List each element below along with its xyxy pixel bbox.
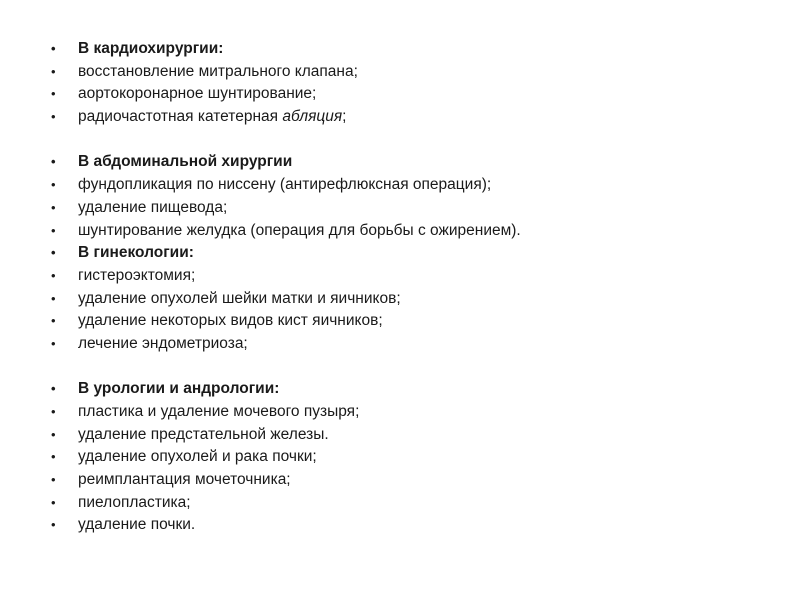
bullet-icon: • <box>51 109 56 125</box>
item-text: восстановление митрального клапана; <box>78 62 358 80</box>
list-item <box>51 333 521 356</box>
item-text: шунтирование желудка (операция для борьбы с ожирением). <box>78 221 521 239</box>
item-text: аортокоронарное шунтирование; <box>78 85 317 103</box>
item-text: пластика и удаление мочевого пузыря; <box>78 403 360 420</box>
bullet-icon: • <box>51 199 56 215</box>
bullet-icon: • <box>51 63 56 79</box>
list-item <box>51 197 521 220</box>
section-heading-cardiac <box>51 38 521 61</box>
list-item <box>51 514 521 537</box>
bullet-icon: • <box>51 290 56 306</box>
list-item <box>51 310 521 333</box>
list-item <box>51 424 521 447</box>
list-item <box>51 401 521 424</box>
bullet-icon: • <box>51 41 56 56</box>
item-text: лечение эндометриоза; <box>78 334 248 352</box>
section-spacer <box>51 356 521 379</box>
item-text: фундопликация по ниссену (антирефлюксная операция); <box>78 176 492 194</box>
bullet-icon: • <box>51 494 56 510</box>
item-text-italic: абляция <box>282 108 343 126</box>
surgery-list <box>51 38 521 537</box>
item-text-suffix: ; <box>342 108 347 126</box>
list-item <box>51 288 521 311</box>
heading-text: В урологии и андрологии: <box>78 380 280 398</box>
heading-text: В абдоминальной хирургии <box>78 153 293 171</box>
bullet-icon: • <box>51 267 56 283</box>
list-item <box>51 446 521 469</box>
bullet-icon: • <box>51 154 56 170</box>
list-item <box>51 492 521 515</box>
list-item <box>51 220 521 243</box>
bullet-icon: • <box>51 449 56 465</box>
item-text: удаление опухолей шейки матки и яичников; <box>78 289 401 307</box>
heading-text: В кардиохирургии: <box>78 40 224 57</box>
bullet-icon: • <box>51 177 56 193</box>
section-spacer <box>51 129 521 152</box>
bullet-icon: • <box>51 245 56 261</box>
list-item <box>51 265 521 288</box>
bullet-icon: • <box>51 222 56 238</box>
section-heading-urology <box>51 378 521 401</box>
bullet-icon: • <box>51 313 56 329</box>
item-text: удаление почки. <box>78 516 196 534</box>
item-text: удаление некоторых видов кист яичников; <box>78 312 383 330</box>
list-item <box>51 61 521 84</box>
item-text: пиелопластика; <box>78 493 191 511</box>
section-heading-gynecology <box>51 242 521 265</box>
section-heading-abdominal <box>51 151 521 174</box>
bullet-icon: • <box>51 335 56 351</box>
bullet-icon: • <box>51 381 56 397</box>
item-text: реимплантация мочеточника; <box>78 471 291 489</box>
bullet-icon: • <box>51 517 56 533</box>
bullet-icon: • <box>51 404 56 419</box>
item-text: удаление опухолей и рака почки; <box>78 448 317 466</box>
bullet-icon: • <box>51 86 56 102</box>
heading-text: В гинекологии: <box>78 244 194 262</box>
bullet-icon: • <box>51 426 56 442</box>
item-text: удаление предстательной железы. <box>78 425 329 443</box>
list-item <box>51 83 521 106</box>
list-item <box>51 174 521 197</box>
list-item <box>51 106 521 129</box>
item-text: гистероэктомия; <box>78 266 196 284</box>
bullet-icon: • <box>51 472 56 488</box>
item-text-prefix: радиочастотная катетерная <box>78 108 283 126</box>
item-text: удаление пищевода; <box>78 198 228 216</box>
list-item <box>51 469 521 492</box>
